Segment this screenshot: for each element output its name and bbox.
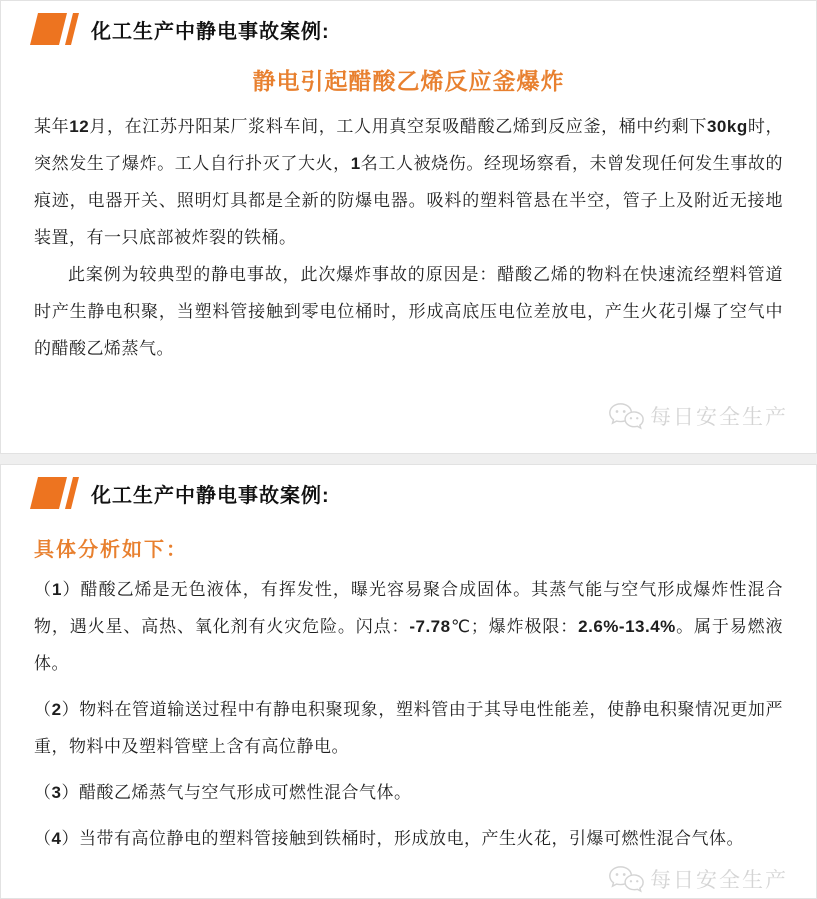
paragraph: （1）醋酸乙烯是无色液体，有挥发性，曝光容易聚合成固体。其蒸气能与空气形成爆炸性混合物，遇火星、高热、氧化剂有火灾危险。闪点：-7.78℃；爆炸极限：2.6%-13.4%。属于易燃液体。 — [34, 580, 784, 673]
analysis-heading: 具体分析如下： — [34, 539, 188, 561]
slash-block-icon — [34, 13, 75, 45]
watermark-text: 每日安全生产 — [650, 869, 788, 892]
watermark — [608, 401, 788, 431]
paragraph: （4）当带有高位静电的塑料管接触到铁桶时，形成放电，产生火花，引爆可燃性混合气体。 — [34, 829, 744, 848]
case-title: 静电引起醋酸乙烯反应釜爆炸 — [252, 68, 565, 94]
wechat-icon — [608, 864, 644, 894]
wechat-icon — [608, 401, 644, 431]
paragraph: 此案例为较典型的静电事故，此次爆炸事故的原因是：醋酸乙烯的物料在快速流经塑料管道时产生静电积聚，当塑料管接触到零电位桶时，形成高底压电位差放电，产生火花引爆了空气中的醋酸乙烯蒸气。 — [34, 265, 783, 358]
card-header — [1, 1, 816, 45]
card-header — [1, 465, 816, 509]
analysis-paragraphs — [1, 571, 816, 857]
paragraph: （3）醋酸乙烯蒸气与空气形成可燃性混合气体。 — [34, 783, 412, 802]
paragraph: 某年12月，在江苏丹阳某厂浆料车间，工人用真空泵吸醋酸乙烯到反应釜，桶中约剩下30kg时，突然发生了爆炸。工人自行扑灭了大火，1名工人被烧伤。经现场察看，未曾发现任何发生事故的痕迹，电器开关、照明灯具都是全新的防爆电器。吸料的塑料管悬在半空，管子上及附近无接地装置，有一只底部被炸裂的铁桶。 — [34, 117, 784, 247]
analysis-card — [0, 464, 817, 899]
card-divider — [0, 454, 817, 464]
watermark — [608, 864, 788, 894]
paragraph: （2）物料在管道输送过程中有静电积聚现象，塑料管由于其导电性能差，使静电积聚情况更加严重，物料中及塑料管壁上含有高位静电。 — [34, 700, 784, 756]
card-header-label: 化工生产中静电事故案例: — [91, 484, 330, 507]
case-paragraphs — [1, 108, 816, 367]
card-header-label: 化工生产中静电事故案例: — [91, 20, 330, 43]
slash-block-icon — [34, 477, 75, 509]
watermark-text: 每日安全生产 — [650, 406, 788, 429]
